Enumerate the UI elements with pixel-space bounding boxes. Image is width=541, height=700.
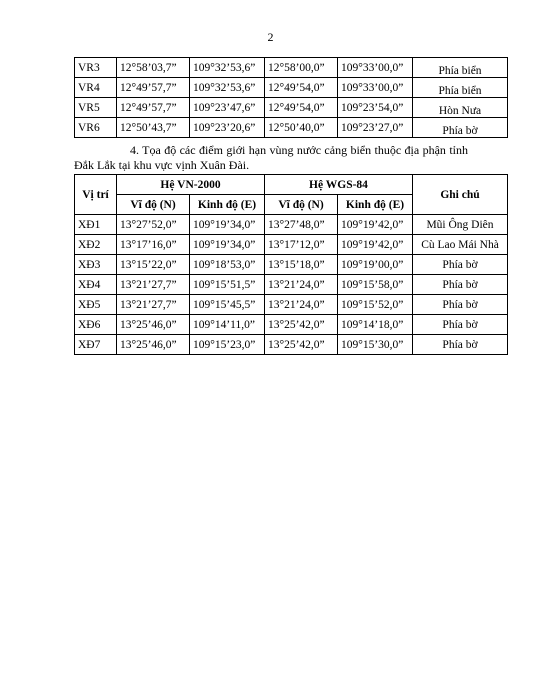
table-cell: 12°49’57,7” [117,78,190,98]
table-cell: Phía biển [413,78,508,98]
table-cell: Phía biển [413,58,508,78]
table-cell: 12°49’57,7” [117,98,190,118]
table-cell: VR6 [75,118,117,138]
table-cell: XĐ6 [75,315,117,335]
table-row [75,215,508,235]
header-vn2000-lon: Kinh độ (E) [190,195,265,215]
table-cell: Hòn Nưa [413,98,508,118]
header-position: Vị trí [75,175,117,215]
paragraph-text: 4. Tọa độ các điểm giới hạn vùng nước cảng biển thuộc địa phận tỉnh Đắk Lắk tại khu vực vịnh Xuân Đài. [74,143,468,172]
table-row [75,78,508,98]
table-cell: 13°21’27,7” [117,275,190,295]
table-cell: 109°19’00,0” [338,255,413,275]
table-cell: 13°25’46,0” [117,335,190,355]
coordinates-table-vr [74,57,508,138]
table-cell: 13°27’52,0” [117,215,190,235]
table-cell: 109°19’42,0” [338,235,413,255]
table-row [75,235,508,255]
table-cell: Phía bờ [413,118,508,138]
table-cell: 109°33’00,0” [338,78,413,98]
header-wgs84: Hệ WGS-84 [265,175,413,195]
section-paragraph [74,143,468,173]
table-row [75,118,508,138]
header-vn2000-lat: Vĩ độ (N) [117,195,190,215]
table-row [75,315,508,335]
table-cell: XĐ4 [75,275,117,295]
table-cell: 109°15’30,0” [338,335,413,355]
table-cell: Phía bờ [413,335,508,355]
table-cell: 12°50’43,7” [117,118,190,138]
table-cell: 109°19’34,0” [190,215,265,235]
header-vn2000: Hệ VN-2000 [117,175,265,195]
table-cell: 13°15’22,0” [117,255,190,275]
table-cell: 109°14’18,0” [338,315,413,335]
table-cell: 12°58’03,7” [117,58,190,78]
table-cell: 109°15’51,5” [190,275,265,295]
table-cell: 109°19’34,0” [190,235,265,255]
table-cell: 13°21’27,7” [117,295,190,315]
table-row [75,98,508,118]
table-cell: 13°21’24,0” [265,295,338,315]
table-cell: 109°23’54,0” [338,98,413,118]
table-cell: XĐ5 [75,295,117,315]
table-cell: XĐ7 [75,335,117,355]
table-cell: 13°15’18,0” [265,255,338,275]
coordinates-table-xd [74,174,508,355]
table-cell: 12°50’40,0” [265,118,338,138]
table-cell: 109°18’53,0” [190,255,265,275]
page-number: 2 [267,30,274,44]
table-cell: 109°23’27,0” [338,118,413,138]
table-cell: Mũi Ông Diên [413,215,508,235]
table-cell: 13°25’42,0” [265,315,338,335]
table-cell: 109°23’20,6” [190,118,265,138]
table-row [75,335,508,355]
table-cell: 109°15’52,0” [338,295,413,315]
table-cell: 109°15’23,0” [190,335,265,355]
table-cell: VR4 [75,78,117,98]
table-cell: 12°58’00,0” [265,58,338,78]
header-note: Ghi chú [413,175,508,215]
table-cell: 109°23’47,6” [190,98,265,118]
table-cell: XĐ1 [75,215,117,235]
table-row [75,295,508,315]
table-cell: Phía bờ [413,295,508,315]
table-cell: XĐ2 [75,235,117,255]
table-row [75,275,508,295]
table-cell: 13°17’12,0” [265,235,338,255]
header-wgs84-lon: Kinh độ (E) [338,195,413,215]
table-cell: 109°14’11,0” [190,315,265,335]
table-cell: Phía bờ [413,275,508,295]
table-cell: 109°32’53,6” [190,78,265,98]
header-wgs84-lat: Vĩ độ (N) [265,195,338,215]
table-cell: 13°25’46,0” [117,315,190,335]
table-cell: 13°17’16,0” [117,235,190,255]
table-cell: Phía bờ [413,315,508,335]
table-cell: 13°21’24,0” [265,275,338,295]
table-cell: 109°33’00,0” [338,58,413,78]
table-cell: XĐ3 [75,255,117,275]
table-cell: VR3 [75,58,117,78]
table-cell: 109°32’53,6” [190,58,265,78]
table-cell: 12°49’54,0” [265,98,338,118]
table-cell: 109°15’45,5” [190,295,265,315]
table-cell: 13°25’42,0” [265,335,338,355]
table-cell: VR5 [75,98,117,118]
table-cell: 13°27’48,0” [265,215,338,235]
table-row [75,255,508,275]
table-cell: Phía bờ [413,255,508,275]
table-cell: 12°49’54,0” [265,78,338,98]
table-row [75,58,508,78]
table-cell: 109°15’58,0” [338,275,413,295]
table-cell: Cù Lao Mái Nhà [413,235,508,255]
table-cell: 109°19’42,0” [338,215,413,235]
